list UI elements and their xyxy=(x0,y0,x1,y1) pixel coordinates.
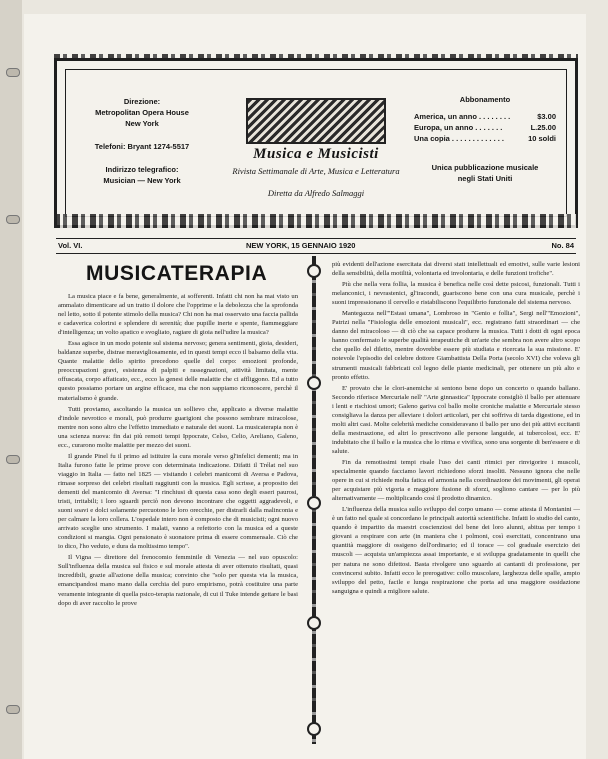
article-paragraph: Fin da remotissimi tempi risale l'uso dei canti ritmici per rinvigorire i muscoli, specialmente quando facciamo lavori richiedono sforzi insoliti. Nessuno ignora che nelle opere in cui si richiede molta fatica ed armonia nella coordinazione dei movimenti, gli operai per acquistare più vigoria e maggiore fusione di sforzi, sogliono cantare — per lo più alternativamente — moltiplicando così il prodotto dinamico. xyxy=(332,458,580,503)
subscription-row xyxy=(414,133,556,144)
divider-knob xyxy=(307,616,321,630)
article-paragraph: La musica piace e fa bene, generalmente, ai sofferenti. Infatti chi non ha mai visto un ammalato dimenticare ad un tratto il dolore che l'opprime e la debolezza che la sprofonda nel letto, sotto il potente stimolo della musica? Chi non ha mai osservato una faccia pallida e cadaverica colorirsi e splendere di serenità; due pupille inerte e spente, fiammeggiare d'intelligenza; un volto apatico e svogliato, ragiare di gioia nell'udire la musica? xyxy=(58,293,298,337)
divider-knob xyxy=(307,496,321,510)
article-paragraph: Mantegazza nell'"Estasi umana", Lombroso in "Genio e follia", Sergi nell'"Emozioni", Patrizi nella "Fisiologia delle emozioni musicali", ecc. registrano fatti straordinari — che danno del miracoloso — di ciò che sa capace produrre la musica. Tutti i dotti di ogni epoca hanno confermato le superbe qualità terapeutiche di un'arte che sembra non avere altro scopo che quello del diletto, mentre dovrebbe essere più studiata e ricercata la sua missione. E' notevole l'episodio del celebre dottore Giambattista Della Porta (secolo XVI) che volevа gli strumenti musicali fabbricati col legno delle piante medicinali, per ottenere un più alto e pronto effetto. xyxy=(332,310,580,381)
binder-ring xyxy=(6,455,20,464)
subscription-note-line1: Unica pubblicazione musicale xyxy=(431,163,539,172)
article-paragraph: Il grande Pinel fu il primo ad istituire la cura morale verso gl'infelici dementi; ma in Italia furono fatte le prime prove con determinata indicazione. Difatti il Trélat nel suo viaggio in Italia — fatto nel 1825 — visitando i celebri manicomi di Aversa e Padova, rimase sorpreso dei celebri risultati raggiunti con la musica. Egli scrisse, a proposito dei dementi del manicomio di Aversa: "I rinchiusi di questa casa sono degli esseri paurosi, tristi, irritabili; i loro sguardi perciò non devono incontrare che oggetti aggradevoli, e suoni soavi e dolci solamente percuotono le loro orecchie, per distrarli dalla malinconia e per calmare la loro collera. L'ospedale intero non è composto che di musicisti; ogni nuovo arrivato sceglie uno strumento. I malati, vanno a refettorio con la musica ed a queste condizioni si mangia. Ogni pensionato è suonatore prima di essere commensale. Ciò che io dico, l'ho veduto, e dura da moltissimo tempo". xyxy=(58,452,298,551)
indirizzo-label: Indirizzo telegrafico: xyxy=(105,165,179,174)
article-paragraph: più evidenti dell'azione esercitata dai diversi stati intellettuali ed emotivi, sulle varie lesioni della sensibilità, della motilità, volontaria ed involontaria, e delle funzioni trofiche". xyxy=(332,261,580,278)
article-column-left xyxy=(58,292,298,742)
issue-bar xyxy=(56,238,576,254)
article-paragraph: Il Vigna — direttore del frenocomio femminile di Venezia — nel suo opuscolo: Sull'influenza della musica sul fisico e sul morale attesta di aver ottenuto risultati, quasi incredibili, grazie all'azione della musica; convinto che "solo per questa via la musica, emancipandosi mano mano dalla cerchia del puro empirismo, potrà costituire una parte veramente integrante di quella psico-terapia razionale, di cui il Tuke intende gettare le basi dopo di aver raccolto le prove xyxy=(58,554,298,607)
issue-dateline: NEW YORK, 15 GENNAIO 1920 xyxy=(246,241,356,250)
magazine-director: Diretta da Alfredo Salmaggi xyxy=(267,188,365,198)
magazine-subtitle: Rivista Settimanale di Arte, Musica e Letteratura xyxy=(232,166,400,176)
article-paragraph: L'influenza della musica sullo sviluppo del corpo umano — come attesta il Montanini — è un fatto nel quale si concordano le principali autorità scientifiche. Infatti lo studio del canto, quando è impartito da maestri coscienziosi del bene dei loro alunni, abitua per tempo i giovani a respirare con arte (in maniera che i polmoni, così esercitati, concentrano una quantità maggiore di ossigeno dell'ordinario; ed il torace — col graduale esercizio dei muscoli — acquista un'ampiezza assai importante, e si sviluppa gradatamente in quelli che per natura ne sono difettosi. Basta rivolgere uno sguardo ai cantanti di professione, per convincersi subito. Infatti ecco le prerogative: collo muscolare, larghezza delle spalle, ampio sviluppo del petto, facile e lunga respirazione che porta ad una maggiore ossidazione sanguigna e quindi a migliore salute. xyxy=(332,506,580,595)
direzione-line2: New York xyxy=(125,119,159,128)
magazine-title: Musica e Musicisti xyxy=(253,146,379,162)
divider-knob xyxy=(307,376,321,390)
telefoni: Telefoni: Bryant 1274-5517 xyxy=(94,142,190,151)
article-title: MUSICATERAPIA xyxy=(86,262,268,285)
subscription-row-price: 10 soldi xyxy=(528,134,556,143)
subscription-row-label: Europa, un anno . . . . . . . xyxy=(414,123,503,132)
binder-ring xyxy=(6,215,20,224)
column-divider-ornament xyxy=(305,256,323,744)
binder-ring xyxy=(6,705,20,714)
direzione-line1: Metropolitan Opera House xyxy=(95,108,189,117)
masthead-contact-block xyxy=(76,92,208,204)
subscription-row xyxy=(414,111,556,122)
article-paragraph: Tutti proviamo, ascoltando la musica un sollievo che, applicato a diverse malattie d'indole nevrotico e morali, può produrre guarigioni che possono sembrare miracolose, mentre non sono altro che l'effetto immediato e naturale dei suoni. La musicaterapia non è una scienza nuova: fin dai più remoti tempi Ippocrate, Celso, Celio, Areliano, Galeno, ecc., curarono molte malattie per mezzo dei suoni. xyxy=(58,405,298,449)
issue-volume: Vol. VI. xyxy=(58,241,83,250)
subscription-block xyxy=(414,92,556,204)
divider-knob xyxy=(307,722,321,736)
direzione-label: Direzione: xyxy=(123,97,161,106)
subscription-row-price: $3.00 xyxy=(537,112,556,121)
issue-number: No. 84 xyxy=(551,241,574,250)
subscription-row-price: L.25.00 xyxy=(530,123,556,132)
binding-edge xyxy=(0,0,22,759)
article-paragraph: E' provato che le clori-anemiche si sentono bene dopo un concerto o quando ballano. Secondo riferisce Mercuriale nell' "Arte ginnastica" Ippocrate consigliò il ballo per attenuare i lenti e rischiosi umori; Galeno gariva col ballo molte croniche malattie e Mercuriale stesso consigliava la danza per alleviare i dolori articolari, per chi soffriva di tarda digestione, ed in molti altri casi. Molte celebrità mediche consideravano il ballo per uno dei più attivi eccitanti della mestruazione, ed altri lo prescrivono alle persone languide, ai tubercolosi, ecc. E' indubitato che il ballo e la musica che lo ritma e vivifica, sono una sorgente di ben'essere e di salute. xyxy=(332,384,580,455)
indirizzo-value: Musician — New York xyxy=(103,176,181,185)
masthead-ornament-bottom xyxy=(54,214,578,228)
subscription-row-label: Una copia . . . . . . . . . . . . . xyxy=(414,134,505,143)
article-paragraph: Più che nella vera follia, la musica è benefica nelle così dette psicosi, funzionali. Tutti i melanconici, i nevrastenici, gl'iracondi, guariscono bene con una cura musicale, perchè i suoni impressionano il cervello e ristabiliscono l'equilibrio funzionale del sistema nervoso. xyxy=(332,281,580,307)
divider-knob xyxy=(307,264,321,278)
subscription-row xyxy=(414,122,556,133)
subscription-heading: Abbonamento xyxy=(459,95,511,104)
subscription-note-line2: negli Stati Uniti xyxy=(457,174,513,183)
article-column-right xyxy=(332,260,580,744)
article-paragraph: Essa agisce in un modo potente sul sistema nervoso; genera sentimenti, gioia, desideri, baldanze superbe, distrae meravigliosamente, ed in questi tempi ecco il balsamo della vita. Quante malattie dello spirito precedono quelle del corpo: emozioni profonde, preoccupazioni gravi, esistenza di palpiti e rassegnazioni, attività limitata, mente offuscata, corpo affaticato, ecc., ecco la genesi delle malattie che ci affliggono. Ed a tutto questo possiamo portare un argine efficace, ma che non sappiamo riconoscere, perchè il materialismo è grande. xyxy=(58,340,298,402)
subscription-row-label: America, un anno . . . . . . . . xyxy=(414,112,511,121)
binder-ring xyxy=(6,68,20,77)
masthead-illustration xyxy=(246,98,386,144)
